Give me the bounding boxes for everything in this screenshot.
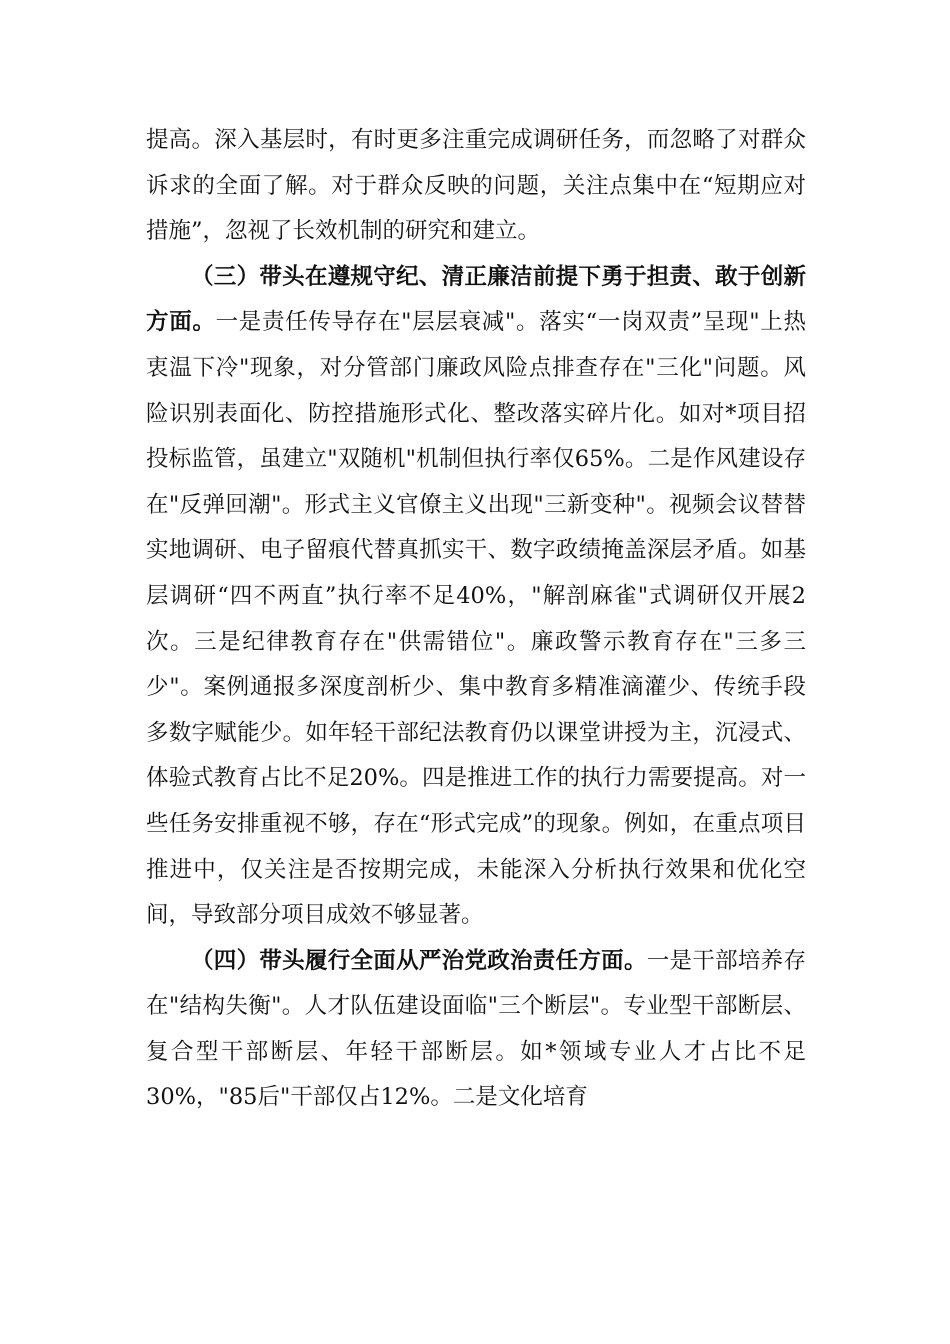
paragraph-text: 提高。深入基层时，有时更多注重完成调研任务，而忽略了对群众诉求的全面了解。对于群众反映的问题，关注点集中在“短期应对措施”，忽视了长效机制的研究和建立。 xyxy=(146,127,806,245)
section-heading: （四）带头履行全面从严治党政治责任方面。 xyxy=(191,947,647,974)
paragraph-text: 一是责任传导存在"层层衰减"。落实“一岗双责”呈现"上热衷温下冷"现象，对分管部门廉政风险点排查存在"三化"问题。风险识别表面化、防控措施形式化、整改落实碎片化。如对*项目招投标监管，虽建立"双随机"机制但执行率仅65%。二是作风建设存在"反弹回潮"。形式主义官僚主义出现"三新变种"。视频会议替替实地调研、电子留痕代替真抓实干、数字政绩掩盖深层矛盾。如基层调研“四不两直”执行率不足40%，"解剖麻雀"式调研仅开展2次。三是纪律教育存在"供需错位"。廉政警示教育存在"三多三少"。案例通报多深度剖析少、集中教育多精准滴灌少、传统手段多数字赋能少。如年轻干部纪法教育仍以课堂讲授为主，沉浸式、体验式教育占比不足20%。四是推进工作的执行力需要提高。对一些任务安排重视不够，存在“形式完成”的现象。例如，在重点项目推进中，仅关注是否按期完成，未能深入分析执行效果和优化空间，导致部分项目成效不够显著。 xyxy=(146,309,806,929)
paragraph-section-three xyxy=(146,255,806,939)
section-heading: （三）带头在遵规守纪、清正廉洁前提下勇于担责、敢于创新方面。 xyxy=(146,263,806,336)
paragraph-section-four xyxy=(146,939,806,1121)
document-body xyxy=(146,118,806,1121)
paragraph-continuation xyxy=(146,118,806,255)
paragraph-text: 一是干部培养存在"结构失衡"。人才队伍建设面临"三个断层"。专业型干部断层、复合型干部断层、年轻干部断层。如*领域专业人才占比不足30%，"85后"干部仅占12%。二是文化培育 xyxy=(146,947,806,1111)
